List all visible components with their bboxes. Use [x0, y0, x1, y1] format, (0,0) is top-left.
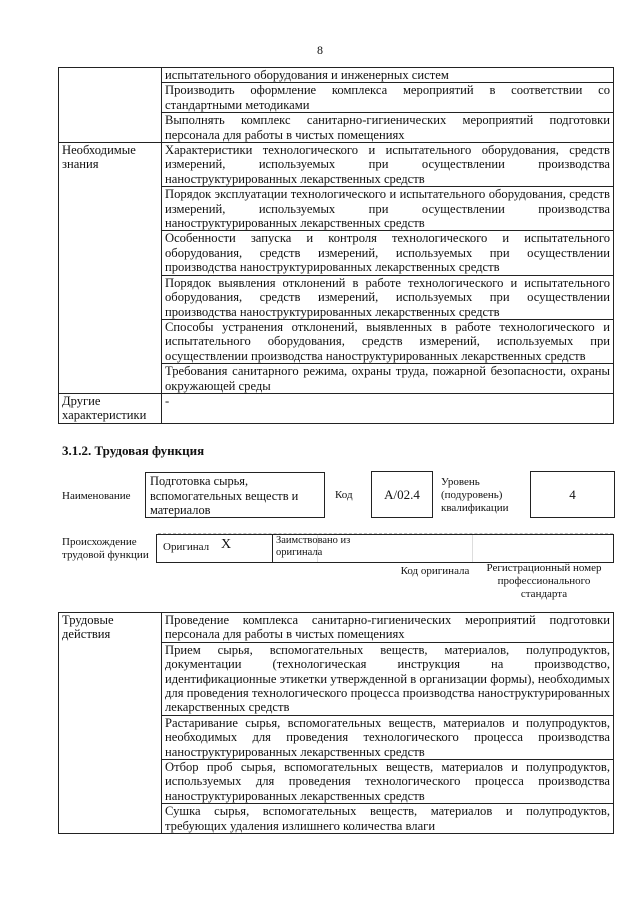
row-text: Производить оформление комплекса мероприятий в соответствии со стандартными методиками	[162, 83, 614, 113]
name-label: Наименование	[62, 490, 131, 502]
row-text: Сушка сырья, вспомогательных веществ, материалов и полупродуктов, требующих удаления излишнего количества влаги	[162, 804, 614, 834]
row-text: Способы устранения отклонений, выявленных в работе технологического и испытательного оборудования, средств измерений, используемых при осуществлении производства наноструктурированных лекарственных средств	[162, 319, 614, 363]
row-text: Характеристики технологического и испытательного оборудования, средств измерений, используемых при осуществлении производства наноструктурированных лекарственных средств	[162, 143, 614, 187]
name-box	[145, 472, 325, 518]
borrowed-label: Заимствовано из оригинала	[276, 535, 351, 558]
row-text: Порядок выявления отклонений в работе технологического и испытательного оборудования, средств измерений, используемых при осуществлении производства наноструктурированных лекарственных средств	[162, 275, 614, 319]
code-original-caption: Код оригинала	[400, 565, 470, 577]
row-text: Требования санитарного режима, охраны труда, пожарной безопасности, охраны окружающей среды	[162, 364, 614, 394]
code-label: Код	[335, 489, 353, 501]
skills-knowledge-table	[58, 67, 614, 424]
original-mark: X	[221, 537, 232, 552]
row-text: Особенности запуска и контроля технологического и испытательного оборудования, средств измерений, используемых при осуществлении производства наноструктурированных лекарственных средств	[162, 231, 614, 275]
row-text: Растаривание сырья, вспомогательных веществ, материалов и полупродуктов, необходимых для проведения технологического процесса производства наноструктурированных лекарственных средств	[162, 715, 614, 759]
level-label: Уровень (подуровень) квалификации	[441, 476, 509, 514]
original-label: Оригинал	[163, 541, 210, 553]
table-row	[59, 393, 614, 423]
reg-number-caption: Регистрационный номер профессионального стандарта	[486, 562, 602, 600]
row-text: Прием сырья, вспомогательных веществ, материалов, полупродуктов, документации (технологическая инструкция на производство, идентификационные этикетки утвержденной в организации формы), необходимых для проведения технологического процесса производства наноструктурированных лекарственных средств	[162, 642, 614, 715]
row-label-labor-actions: Трудовые действия	[59, 613, 162, 834]
row-text: -	[162, 393, 614, 423]
row-text: испытательного оборудования и инженерных систем	[162, 68, 614, 83]
row-label-required-knowledge: Необходимые знания	[59, 143, 162, 394]
row-text: Выполнять комплекс санитарно-гигиенических мероприятий подготовки персонала для работы в чистых помещениях	[162, 113, 614, 143]
code-value: A/02.4	[384, 487, 420, 502]
page-number: 8	[317, 43, 323, 57]
table-row	[59, 613, 614, 643]
row-text: Проведение комплекса санитарно-гигиенических мероприятий подготовки персонала для работы в чистых помещениях	[162, 613, 614, 643]
table-row	[59, 143, 614, 187]
level-value: 4	[569, 487, 576, 502]
row-text: Отбор проб сырья, вспомогательных веществ, материалов и полупродуктов, используемых для проведения технологического процесса производства наноструктурированных лекарственных средств	[162, 760, 614, 804]
row-text: Порядок эксплуатации технологического и испытательного оборудования, средств измерений, используемых при осуществлении производства наноструктурированных лекарственных средств	[162, 187, 614, 231]
table-row	[59, 68, 614, 83]
section-title: 3.1.2. Трудовая функция	[62, 443, 205, 458]
row-label	[59, 68, 162, 143]
name-value: Подготовка сырья, вспомогательных веществ и материалов	[150, 474, 299, 517]
origin-label: Происхождение трудовой функции	[62, 536, 149, 561]
code-box	[371, 471, 433, 518]
labor-actions-table	[58, 612, 614, 834]
level-box	[530, 471, 615, 518]
row-label-other-characteristics: Другие характеристики	[59, 393, 162, 423]
